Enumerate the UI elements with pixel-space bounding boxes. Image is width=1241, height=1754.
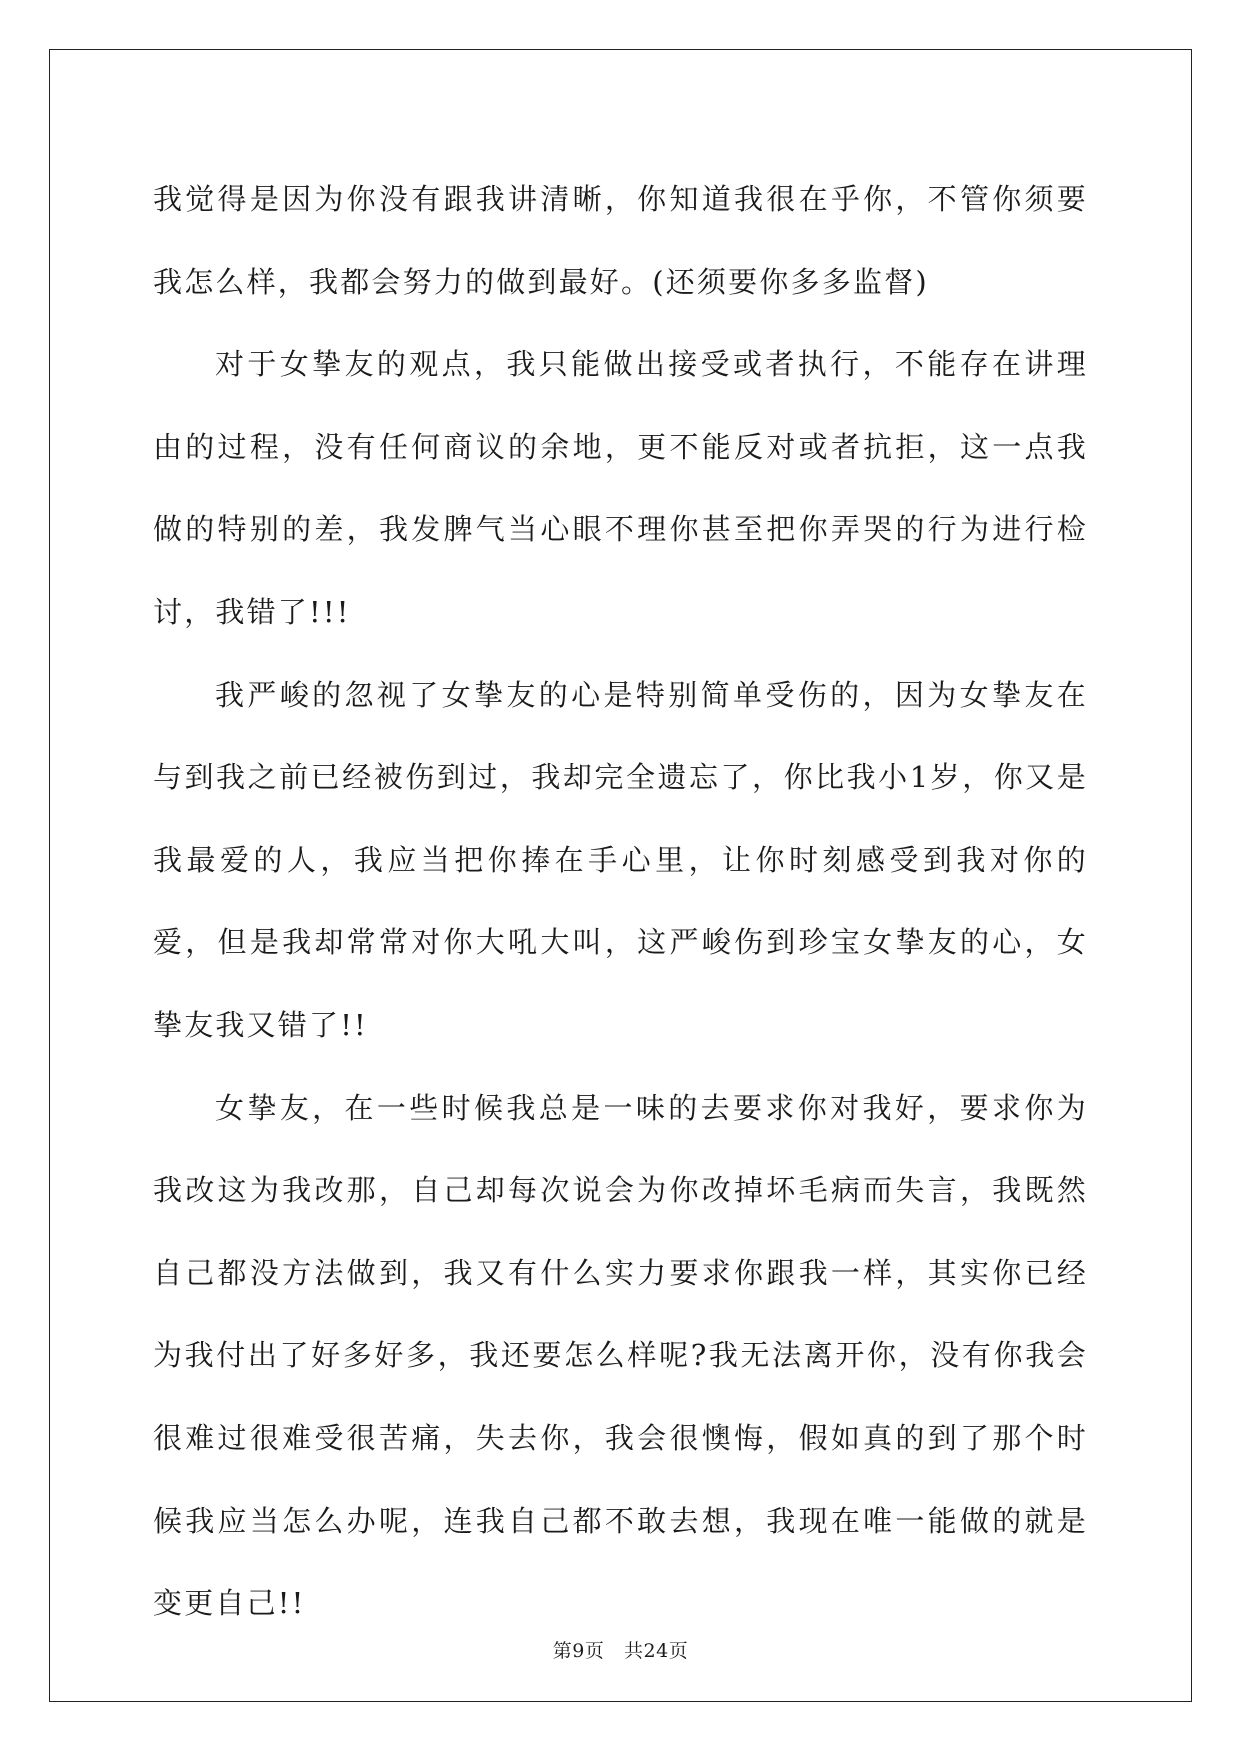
page-number: 第9页	[552, 1640, 605, 1662]
paragraph-4: 女挚友，在一些时候我总是一味的去要求你对我好，要求你为我改这为我改那，自己却每次说会为你改掉坏毛病而失言，我既然自己都没方法做到，我又有什么实力要求你跟我一样，其实你已经为我付出了好多好多，我还要怎么样呢?我无法离开你，没有你我会很难过很难受很苦痛，失去你，我会很懊悔，假如真的到了那个时候我应当怎么办呢，连我自己都不敢去想，我现在唯一能做的就是变更自己!!	[153, 1090, 1088, 1621]
paragraph-1: 我觉得是因为你没有跟我讲清晰，你知道我很在乎你，不管你须要我怎么样，我都会努力的做到最好。(还须要你多多监督)	[153, 182, 1088, 299]
page-footer	[0, 1636, 1241, 1663]
document-body	[153, 158, 1088, 1645]
page-total: 共24页	[624, 1640, 689, 1662]
paragraph-3: 我严峻的忽视了女挚友的心是特别简单受伤的，因为女挚友在与到我之前已经被伤到过，我却完全遗忘了，你比我小1岁，你又是我最爱的人，我应当把你捧在手心里，让你时刻感受到我对你的爱，但是我却常常对你大吼大叫，这严峻伤到珍宝女挚友的心，女挚友我又错了!!	[153, 677, 1088, 1042]
paragraph-2: 对于女挚友的观点，我只能做出接受或者执行，不能存在讲理由的过程，没有任何商议的余地，更不能反对或者抗拒，这一点我做的特别的差，我发脾气当心眼不理你甚至把你弄哭的行为进行检讨，我错了!!!	[153, 347, 1088, 629]
